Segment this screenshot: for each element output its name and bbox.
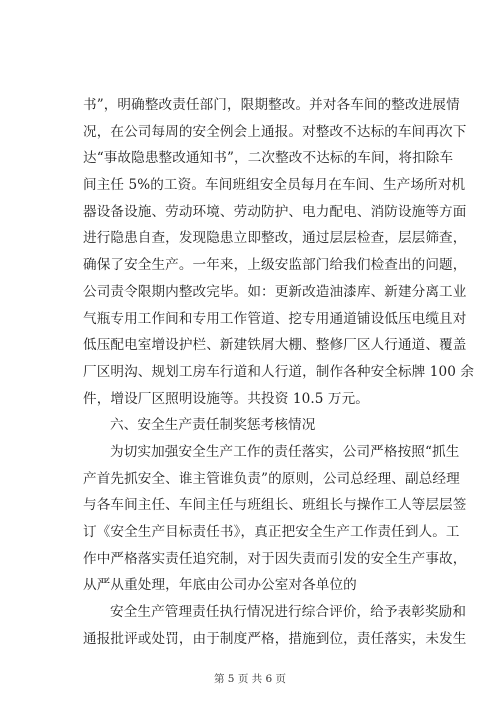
text-line: 低压配电室增设护栏、新建铁屑大棚、整修厂区人行通道、覆盖	[83, 337, 467, 354]
text-line: 书”，明确整改责任部门，限期整改。并对各车间的整改进展情	[83, 97, 460, 113]
text-line: 件，增设厂区照明设施等。共投资 10.5 万元。	[83, 390, 369, 407]
page-number-label: 第 5 页 共 6 页	[213, 673, 287, 685]
text-line: 与各车间主任、车间主任与班组长、班组长与操作工人等层层签	[83, 497, 467, 514]
section-heading: 六、安全生产责任制奖惩考核情况	[110, 417, 316, 434]
body-text	[83, 92, 475, 652]
text-line: 产首先抓安全、谁主管谁负责”的原则，公司总经理、副总经理	[83, 470, 460, 487]
text-line: 安全生产管理责任执行情况进行综合评价，给予表彰奖励和	[110, 604, 467, 621]
text-line: 公司责令限期内整改完毕。如：更新改造油漆库、新建分离工业	[83, 283, 467, 300]
page-footer	[0, 671, 500, 686]
text-line: 订《安全生产目标责任书》，真正把安全生产工作责任到人。工	[83, 524, 460, 540]
text-line: 间主任 5%的工资。车间班组安全员每月在车间、生产场所对机	[83, 177, 466, 194]
text-line: 通报批评或处罚，由于制度严格，措施到位，责任落实，未发生	[83, 630, 467, 647]
text-line: 从严从重处理，年底由公司办公室对各单位的	[83, 577, 357, 594]
text-line: 进行隐患自查，发现隐患立即整改，通过层层检查，层层筛查，	[83, 230, 467, 247]
text-line: 作中严格落实责任追究制，对于因失责而引发的安全生产事故，	[83, 550, 467, 567]
text-line: 况，在公司每周的安全例会上通报。对整改不达标的车间再次下	[83, 123, 467, 140]
text-line: 厂区明沟、规划工房车行道和人行道，制作各种安全标牌 100 余	[83, 363, 475, 380]
text-line: 确保了安全生产。一年来，上级安监部门给我们检查出的问题，	[83, 257, 467, 274]
text-line: 气瓶专用工作间和专用工作管道、挖专用通道铺设低压电缆且对	[83, 310, 467, 327]
text-line: 为切实加强安全生产工作的责任落实，公司严格按照“抓生	[110, 443, 460, 460]
text-line: 器设备设施、劳动环境、劳动防护、电力配电、消防设施等方面	[83, 203, 467, 220]
text-line: 达“事故隐患整改通知书”，二次整改不达标的车间，将扣除车	[83, 150, 454, 167]
